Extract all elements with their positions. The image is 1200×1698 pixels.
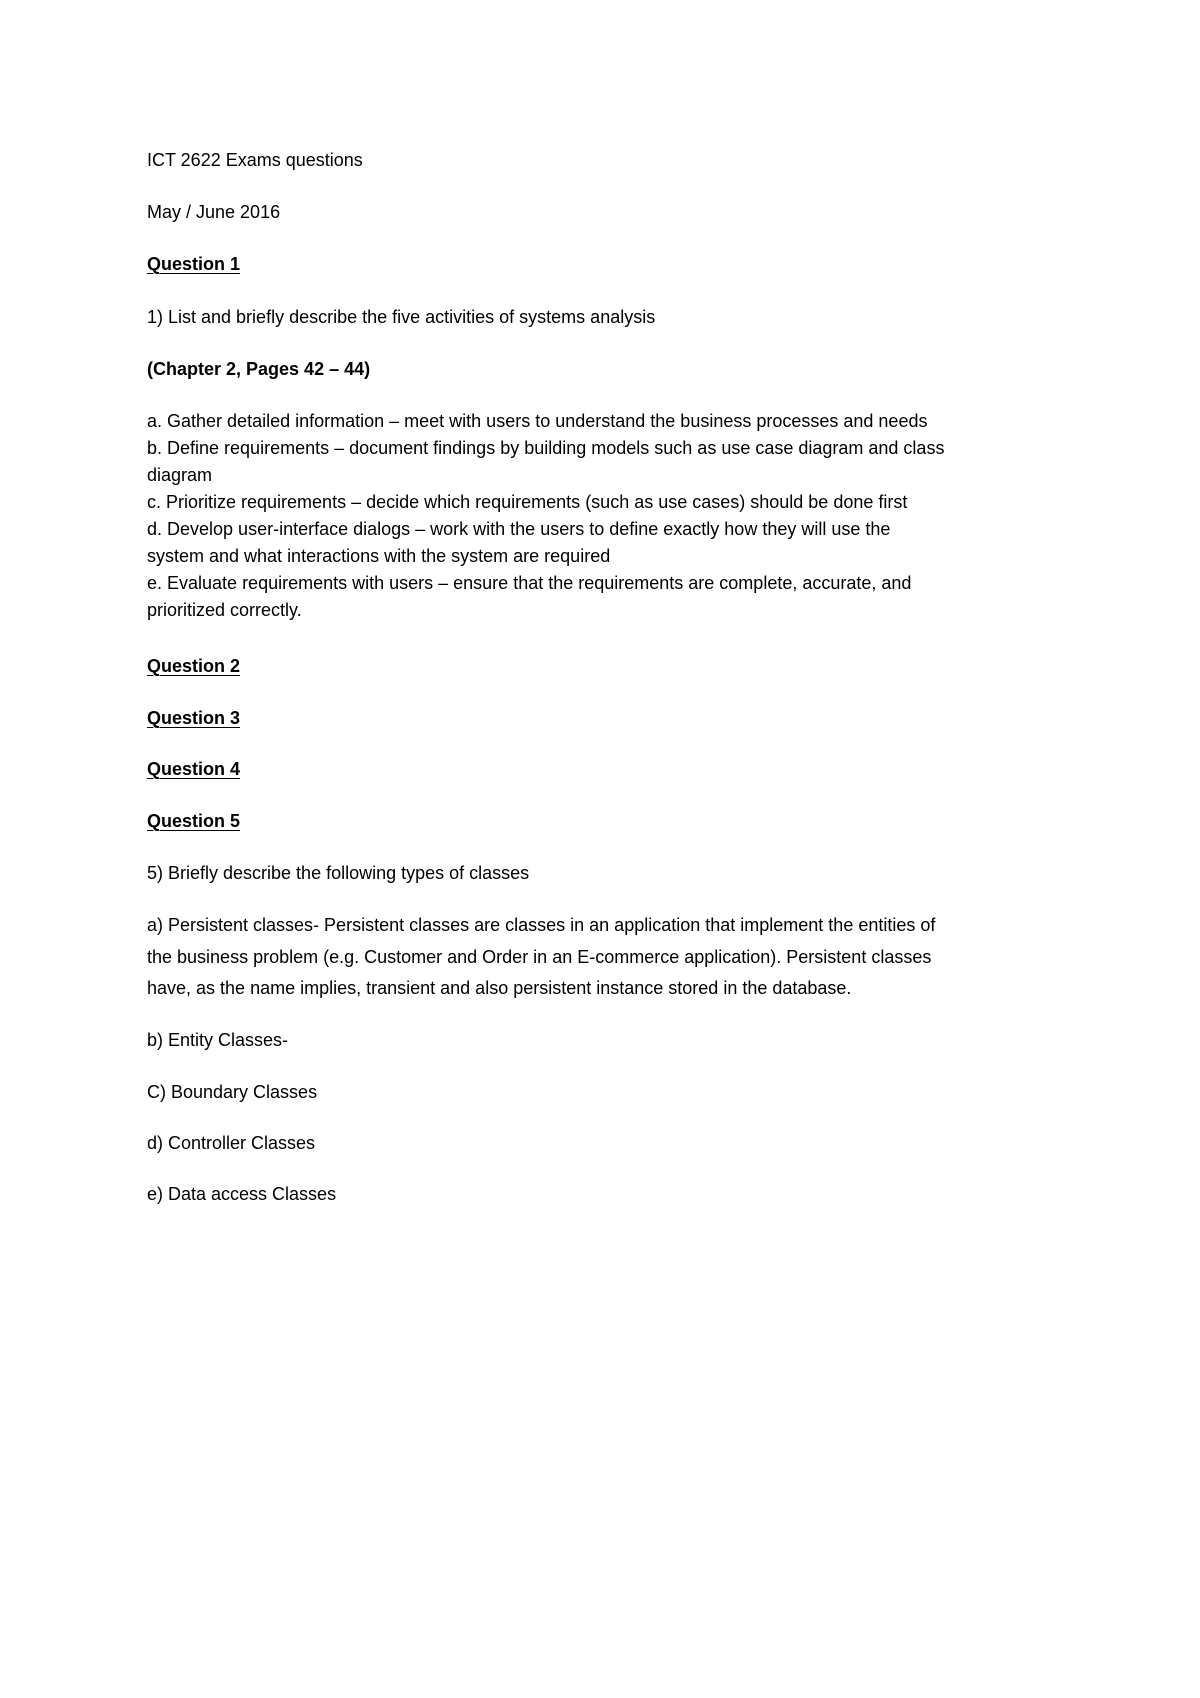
document-date: May / June 2016: [147, 202, 281, 222]
answer-line: c. Prioritize requirements – decide which requirements (such as use cases) should be done first: [147, 492, 908, 512]
class-item-e: e) Data access Classes: [147, 1184, 337, 1204]
question-1-reference: (Chapter 2, Pages 42 – 44): [147, 359, 371, 379]
question-1-prompt: 1) List and briefly describe the five activities of systems analysis: [147, 307, 656, 327]
class-item-d: d) Controller Classes: [147, 1133, 316, 1153]
answer-line: diagram: [147, 465, 213, 485]
answer-line: a. Gather detailed information – meet with users to understand the business processes and needs: [147, 411, 928, 431]
question-4-heading: Question 4: [147, 759, 241, 779]
question-5-heading: Question 5: [147, 811, 241, 831]
class-item-c: C) Boundary Classes: [147, 1082, 318, 1102]
question-2-heading: Question 2: [147, 656, 241, 676]
answer-line: system and what interactions with the system are required: [147, 546, 611, 566]
answer-line: e. Evaluate requirements with users – ensure that the requirements are complete, accurate, and: [147, 573, 912, 593]
answer-line: have, as the name implies, transient and also persistent instance stored in the database.: [147, 978, 852, 998]
question-3-heading: Question 3: [147, 708, 241, 728]
document-title: ICT 2622 Exams questions: [147, 150, 363, 170]
class-item-b: b) Entity Classes-: [147, 1030, 289, 1050]
question-1-heading: Question 1: [147, 254, 241, 274]
answer-line: b. Define requirements – document findings by building models such as use case diagram and class: [147, 438, 945, 458]
answer-line: d. Develop user-interface dialogs – work with the users to define exactly how they will use the: [147, 519, 891, 539]
question-5-prompt: 5) Briefly describe the following types of classes: [147, 863, 530, 883]
answer-line: prioritized correctly.: [147, 600, 302, 620]
answer-line: the business problem (e.g. Customer and Order in an E-commerce application). Persistent classes: [147, 947, 932, 967]
answer-line: a) Persistent classes- Persistent classes are classes in an application that implement the entities of: [147, 915, 936, 935]
